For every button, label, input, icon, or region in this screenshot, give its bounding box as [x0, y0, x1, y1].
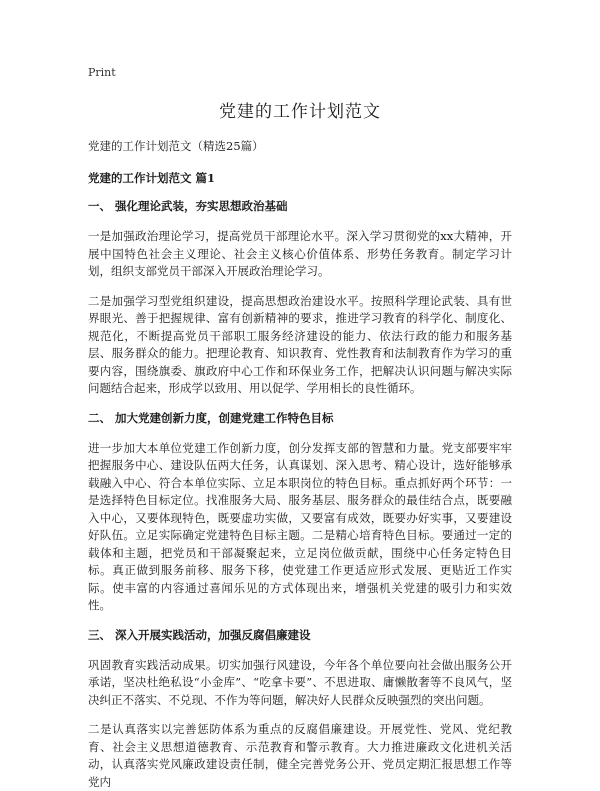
print-label: Print: [88, 66, 116, 79]
section-3-paragraph-1: 巩固教育实践活动成果。切实加强行风建设，今年各个单位要向社会做出服务公开承诺，坚决杜绝私设“小金库”、“吃拿卡要”、不思进取、庸懒散奢等不良风气，坚决纠正不落实、不兑现、不作为等问题，解决好人民群众反映强烈的突出问题。: [88, 657, 512, 707]
section-heading-2: 二、 加大党建创新力度，创建党建工作特色目标: [88, 410, 334, 425]
section-heading-3: 三、 深入开展实践活动，加强反腐倡廉建设: [88, 627, 311, 642]
chapter-title: 党建的工作计划范文 篇1: [88, 171, 216, 185]
document-title: 党建的工作计划范文: [219, 102, 381, 122]
section-2-paragraph-1: 进一步加大本单位党建工作创新力度，创分发挥支部的智慧和力量。党支部要牢牢把握服务中心、建设队伍两大任务，认真谋划、深入思考、精心设计，选好能够承载融入中心、符合本单位实际、立足本职岗位的特色目标。重点抓好两个环节：一是选择特色目标定位。找准服务大局、服务基层、服务群众的最佳结合点，既要融入中心，又要体现特色，既要虚功实做，又要富有成效，既要办好实事，又要建设好队伍。立足实际确定党建特色目标主题。二是精心培育特色目标。要通过一定的载体和主题，把党员和干部凝聚起来，立足岗位做贡献，围绕中心任务定特色目标。真正做到服务前移、服务下移，使党建工作更适应形式发展、更贴近工作实际。使丰富的内容通过喜闻乐见的方式体现出来，增强机关党建的吸引力和实效性。: [88, 440, 512, 612]
section-heading-1: 一、 强化理论武装，夯实思想政治基础: [88, 199, 288, 213]
section-1-paragraph-2: 二是加强学习型党组织建设，提高思想政治建设水平。按照科学理论武装、具有世界眼光、善于把握规律、富有创新精神的要求，推进学习教育的科学化、制度化、规范化，不断提高党员干部职工服务经济建设的能力、依法行政的能力和服务基层、服务群众的能力。把理论教育、知识教育、党性教育和法制教育作为学习的重要内容，围绕旗委、旗政府中心工作和环保业务工作，把解决认识问题与解决实际问题结合起来，形成学以致用、用以促学、学用相长的良性循环。: [88, 293, 512, 395]
section-3-paragraph-2: 二是认真落实以完善惩防体系为重点的反腐倡廉建设。开展党性、党风、党纪教育、社会主义思想道德教育、示范教育和警示教育。大力推进廉政文化进机关活动，认真落实党风廉政建设责任制，健全完善党务公开、党员定期汇报思想工作等党内: [88, 722, 512, 789]
section-1-paragraph-1: 一是加强政治理论学习，提高党员干部理论水平。深入学习贯彻党的xx大精神，开展中国特色社会主义理论、社会主义核心价值体系、形势任务教育。制定学习计划，组织支部党员干部深入开展政治理论学习。: [88, 229, 512, 278]
document-subtitle: 党建的工作计划范文（精选25篇）: [88, 139, 264, 153]
